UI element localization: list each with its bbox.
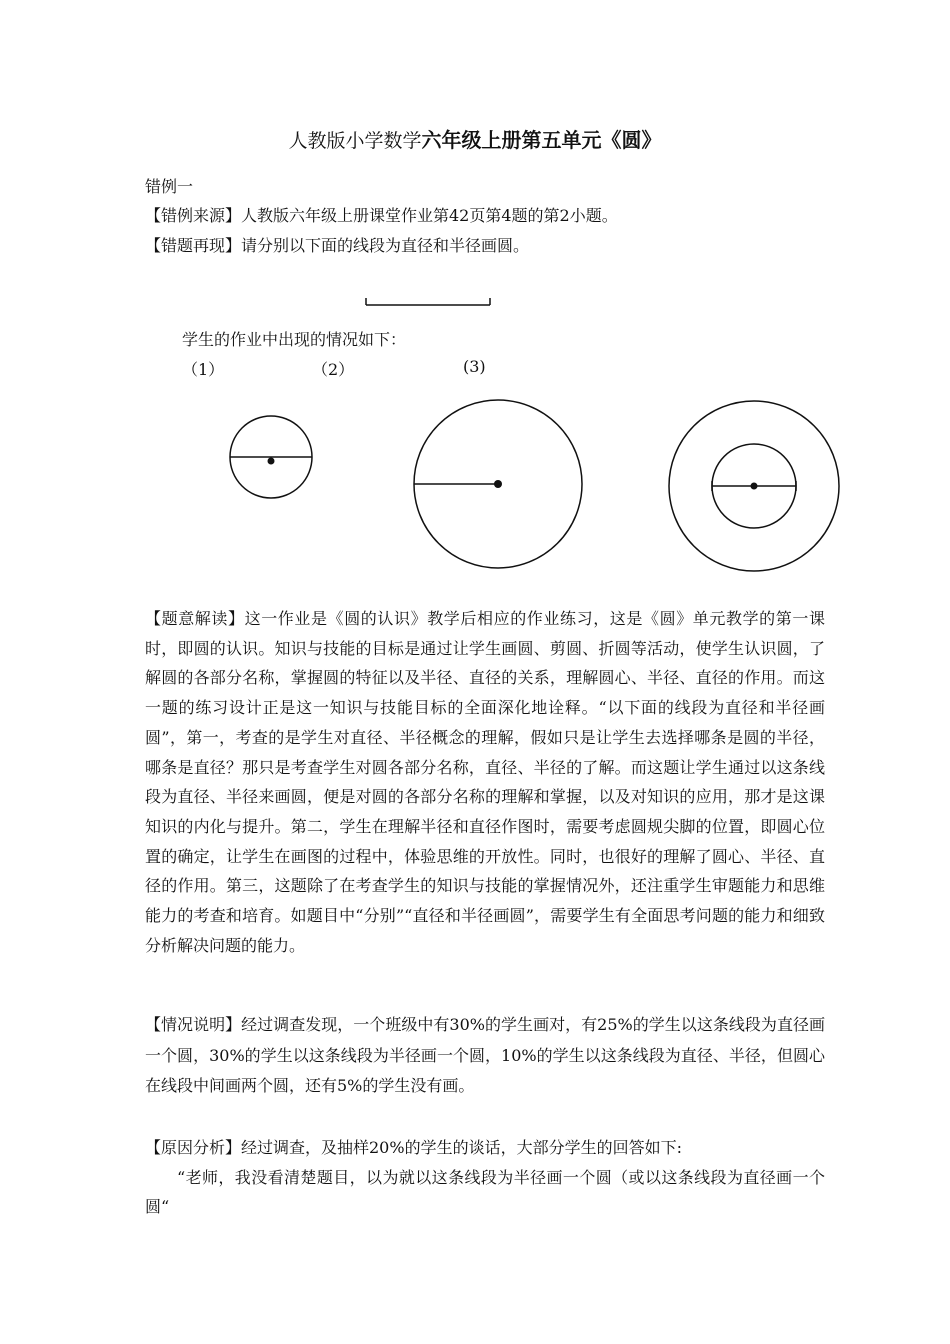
title-prefix: 人教版小学数学 [288,130,422,152]
problem-line: 【错题再现】请分别以下面的线段为直径和半径画圆。 [145,236,530,255]
student-answer-figures [0,380,950,600]
cause-paragraph [145,1133,825,1222]
figure-2-radius-circle [414,400,582,568]
figure-label-2: （2） [312,360,355,379]
source-line: 【错例来源】人教版六年级上册课堂作业第42页第4题的第2小题。 [145,206,618,225]
figure-label-3: (3) [463,357,486,376]
given-line-segment [365,298,491,306]
example-heading: 错例一 [145,177,194,196]
analysis-text: 【题意解读】这一作业是《圆的认识》教学后相应的作业练习，这是《圆》单元教学的第一课时，即圆的认识。知识与技能的目标是通过让学生画圆、剪圆、折圆等活动，使学生认识圆，了解圆的各部分名称，掌握圆的特征以及半径、直径的关系，理解圆心、半径、直径的作用。而这一题的练习设计正是这一知识与技能目标的全面深化地诠释。“以下面的线段为直径和半径画圆”，第一，考查的是学生对直径、半径概念的理解，假如只是让学生去选择哪条是圆的半径，哪条是直径？那只是考查学生对圆各部分名称，直径、半径的了解。而这题让学生通过以这条线段为直径、半径来画圆，便是对圆的各部分名称的理解和掌握，以及对知识的应用，那才是这课知识的内化与提升。第二，学生在理解半径和直径作图时，需要考虑圆规尖脚的位置，即圆心位置的确定，让学生在画图的过程中，体验思维的开放性。同时，也很好的理解了圆心、半径、直径的作用。第三，这题除了在考查学生的知识与技能的掌握情况外，还注重学生审题能力和思维能力的考查和培育。如题目中“分别”“直径和半径画圆”，需要学生有全面思考问题的能力和细致分析解决问题的能力。 [145,609,825,955]
figure-3-concentric-circles [669,401,839,571]
figure-2-center-dot [494,480,502,488]
title-main: 六年级上册第五单元《圆》 [421,128,662,152]
analysis-paragraph [145,604,825,960]
student-quote: “老师，我没看清楚题目，以为就以这条线段为半径画一个圆（或以这条线段为直径画一个圆“ [145,1167,825,1217]
figure-1-diameter-circle [230,416,312,498]
figure-label-1: （1） [182,360,225,379]
figure-3-center-dot [751,483,758,490]
cause-text: 【原因分析】经过调查，及抽样20%的学生的谈话，大部分学生的回答如下: [145,1138,682,1157]
situation-text: 【情况说明】经过调查发现，一个班级中有30%的学生画对，有25%的学生以这条线段为直径画一个圆，30%的学生以这条线段为半径画一个圆，10%的学生以这条线段为直径、半径，但圆心在线段中间画两个圆，还有5%的学生没有画。 [145,1015,825,1095]
student-intro: 学生的作业中出现的情况如下： [182,330,407,349]
page-title [0,124,950,153]
situation-paragraph [145,1010,825,1102]
figure-1-center-dot [268,458,275,465]
